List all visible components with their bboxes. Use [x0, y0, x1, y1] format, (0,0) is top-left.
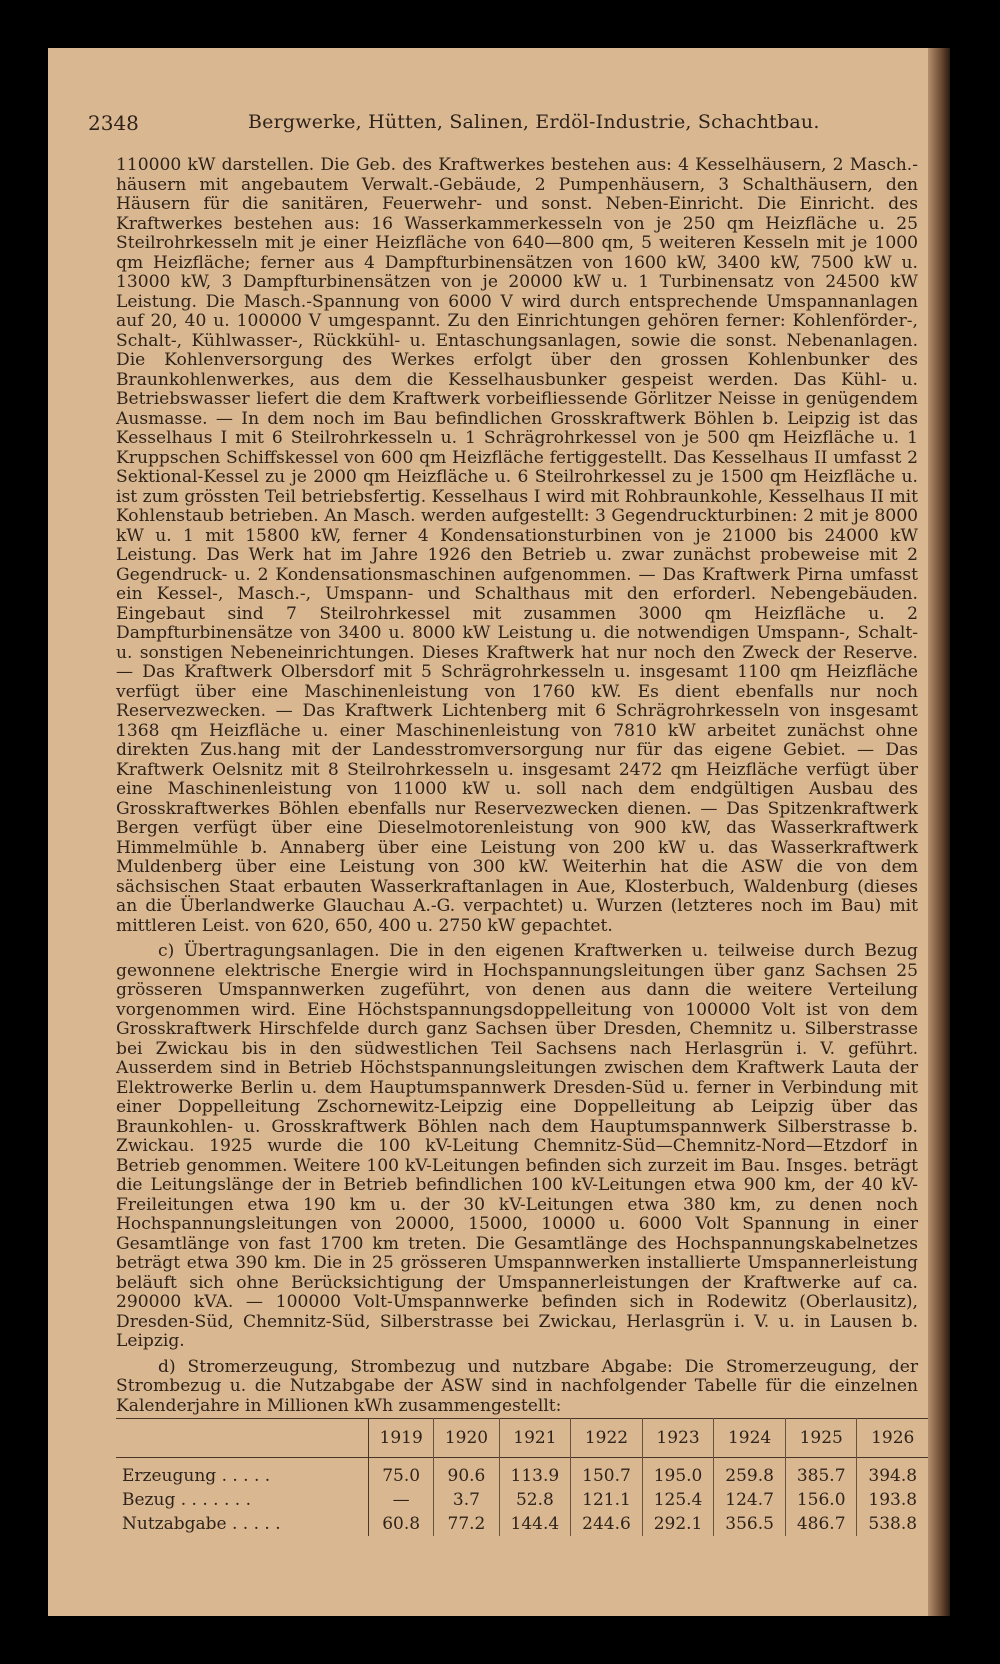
row-label: Nutzabgabe . . . . . [116, 1512, 369, 1536]
table-header-year: 1920 [434, 1419, 499, 1458]
table-cell: 195.0 [642, 1458, 714, 1489]
page-number: 2348 [88, 111, 139, 135]
table-header-year: 1922 [571, 1419, 643, 1458]
table-row [116, 1458, 928, 1489]
table-cell: 292.1 [642, 1512, 714, 1536]
table-cell: 124.7 [714, 1488, 786, 1512]
book-page [48, 48, 950, 1616]
paragraph-transmission: c) Übertragungsanlagen. Die in den eigenen Kraftwerken u. teilweise durch Bezug gewonnene elektrische Energie wird in Hochspannungsleitungen über ganz Sachsen 25 grösseren Umspannwerken zugeführt, von denen aus dann die weitere Verteilung vorgenommen wird. Eine Höchstspannungsdoppelleitung von 100000 Volt ist von dem Grosskraftwerk Hirschfelde durch ganz Sachsen über Dresden, Chemnitz u. Silberstrasse bei Zwickau bis in den südwestlichen Teil Sachsens nach Herlasgrün i. V. geführt. Ausserdem sind in Betrieb Höchstspannungsleitungen zwischen dem Kraftwerk Lauta der Elektrowerke Berlin u. dem Hauptumspannwerk Dresden-Süd u. ferner in Verbindung mit einer Doppelleitung Zschornewitz-Leipzig eine Doppelleitung ab Leipzig über das Braunkohlen- u. Grosskraftwerk Böhlen nach dem Hauptumspannwerk Silberstrasse b. Zwickau. 1925 wurde die 100 kV-Leitung Chemnitz-Süd—Chemnitz-Nord—Etzdorf in Betrieb genommen. Weitere 100 kV-Leitungen befinden sich zurzeit im Bau. Insges. beträgt die Leitungslänge der in Betrieb befindlichen 100 kV-Leitungen etwa 900 km, der 40 kV-Freileitungen etwa 190 km u. der 30 kV-Leitungen etwa 380 km, zu denen noch Hochspannungsleitungen von 20000, 15000, 10000 u. 6000 Volt Spannung in einer Gesamtlänge von fast 1700 km treten. Die Gesamtlänge des Hochspannungskabelnetzes beträgt etwa 390 km. Die in 25 grösseren Umspannwerken installierte Umspannerleistung beläuft sich ohne Berücksichtigung der Umspannerleistungen der Kraftwerke auf ca. 290000 kVA. — 100000 Volt-Umspannwerke befinden sich in Rodewitz (Oberlausitz), Dresden-Süd, Chemnitz-Süd, Silberstrasse bei Zwickau, Herlasgrün i. V. u. in Lausen b. Leipzig. [116, 941, 918, 1351]
running-head: Bergwerke, Hütten, Salinen, Erdöl-Industrie, Schachtbau. [248, 111, 820, 133]
table-cell: 3.7 [434, 1488, 499, 1512]
table-header-year: 1926 [857, 1419, 928, 1458]
table-cell: 486.7 [785, 1512, 857, 1536]
table-header-year: 1924 [714, 1419, 786, 1458]
table-cell: 90.6 [434, 1458, 499, 1489]
table-cell: 394.8 [857, 1458, 928, 1489]
energy-table [116, 1418, 928, 1536]
page-edge-shadow [928, 48, 950, 1616]
table-cell: 125.4 [642, 1488, 714, 1512]
table-cell: 538.8 [857, 1512, 928, 1536]
table-header-row [116, 1419, 928, 1458]
table-cell: 193.8 [857, 1488, 928, 1512]
table-cell: 150.7 [571, 1458, 643, 1489]
table-cell: 52.8 [499, 1488, 571, 1512]
table-header-label [116, 1419, 369, 1458]
row-label: Erzeugung . . . . . [116, 1458, 369, 1489]
table-cell: 113.9 [499, 1458, 571, 1489]
paragraph-generation-intro: d) Stromerzeugung, Strombezug und nutzbare Abgabe: Die Stromerzeugung, der Strombezug u. die Nutzabgabe der ASW sind in nachfolgender Tabelle für die einzelnen Kalenderjahre in Millionen kWh zusammengestellt: [116, 1356, 918, 1416]
table-header-year: 1923 [642, 1419, 714, 1458]
table-cell: 77.2 [434, 1512, 499, 1536]
table-cell: 385.7 [785, 1458, 857, 1489]
table-cell: 156.0 [785, 1488, 857, 1512]
table-cell: 244.6 [571, 1512, 643, 1536]
table-cell: 259.8 [714, 1458, 786, 1489]
body-text [116, 156, 918, 1416]
table-row [116, 1488, 928, 1512]
table-cell: 75.0 [369, 1458, 434, 1489]
table-header-year: 1919 [369, 1419, 434, 1458]
paragraph-power-plants: 110000 kW darstellen. Die Geb. des Kraftwerkes bestehen aus: 4 Kesselhäusern, 2 Masch.-häusern mit angebautem Verwalt.-Gebäude, 2 Pumpenhäusern, 3 Schalthäusern, den Häusern für die sanitären, Feuerwehr- und sonst. Neben-Einricht. Die Einricht. des Kraftwerkes bestehen aus: 16 Wasserkammerkesseln von je 250 qm Heizfläche u. 25 Steilrohrkesseln mit je einer Heizfläche von 640—800 qm, 5 weiteren Kesseln mit je 1000 qm Heizfläche; ferner aus 4 Dampfturbinensätzen von 1600 kW, 3400 kW, 7500 kW u. 13000 kW, 3 Dampfturbinensätzen von je 20000 kW u. 1 Turbinensatz von 24500 kW Leistung. Die Masch.-Spannung von 6000 V wird durch entsprechende Umspannanlagen auf 20, 40 u. 100000 V umgespannt. Zu den Einrichtungen gehören ferner: Kohlenförder-, Schalt-, Kühlwasser-, Rückkühl- u. Entaschungsanlagen, sowie die sonst. Nebenanlagen. Die Kohlenversorgung des Werkes erfolgt über den grossen Kohlenbunker des Braunkohlenwerkes, aus dem die Kesselhausbunker gespeist werden. Das Kühl- u. Betriebswasser liefert die dem Kraftwerk vorbeifliessende Görlitzer Neisse in genügendem Ausmasse. — In dem noch im Bau befindlichen Grosskraftwerk Böhlen b. Leipzig ist das Kesselhaus I mit 6 Steilrohrkesseln u. 1 Schrägrohrkessel von je 500 qm Heizfläche u. 1 Kruppschen Schiffskessel von 600 qm Heizfläche fertiggestellt. Das Kesselhaus II umfasst 2 Sektional-Kessel zu je 2000 qm Heizfläche u. 6 Steilrohrkessel zu je 1500 qm Heizfläche u. ist zum grössten Teil betriebsfertig. Kesselhaus I wird mit Rohbraunkohle, Kesselhaus II mit Kohlenstaub betrieben. An Masch. werden aufgestellt: 3 Gegendruckturbinen: 2 mit je 8000 kW u. 1 mit 15800 kW, ferner 4 Kondensationsturbinen von je 21000 bis 24000 kW Leistung. Das Werk hat im Jahre 1926 den Betrieb u. zwar zunächst probeweise mit 2 Gegendruck- u. 2 Kondensationsmaschinen aufgenommen. — Das Kraftwerk Pirna umfasst ein Kessel-, Masch.-, Umspann- und Schalthaus mit den erforderl. Nebengebäuden. Eingebaut sind 7 Steilrohrkessel mit zusammen 3000 qm Heizfläche u. 2 Dampfturbinensätze von 3400 u. 8000 kW Leistung u. die notwendigen Umspann-, Schalt- u. sonstigen Nebeneinrichtungen. Dieses Kraftwerk hat nur noch den Zweck der Reserve. — Das Kraftwerk Olbersdorf mit 5 Schrägrohrkesseln u. insgesamt 1100 qm Heizfläche verfügt über eine Maschinenleistung von 1760 kW. Es dient ebenfalls nur noch Reservezwecken. — Das Kraftwerk Lichtenberg mit 6 Schrägrohrkesseln von insgesamt 1368 qm Heizfläche u. einer Maschinenleistung von 7810 kW arbeitet zunächst ohne direkten Zus.hang mit der Landesstromversorgung nur für das eigene Gebiet. — Das Kraftwerk Oelsnitz mit 8 Steilrohrkesseln u. insgesamt 2472 qm Heizfläche verfügt über eine Maschinenleistung von 11000 kW u. soll nach dem endgültigen Ausbau des Grosskraftwerkes Böhlen ebenfalls nur Reservezwecken dienen. — Das Spitzenkraftwerk Bergen verfügt über eine Dieselmotorenleistung von 900 kW, das Wasserkraftwerk Himmelmühle b. Annaberg über eine Leistung von 200 kW u. das Wasserkraftwerk Muldenberg über eine Leistung von 300 kW. Weiterhin hat die ASW die von dem sächsischen Staat erbauten Wasserkraftanlagen in Aue, Klosterbuch, Waldenburg (dieses an die Überlandwerke Glauchau A.-G. verpachtet) u. Wurzen (letzteres noch im Bau) mit mittleren Leist. von 620, 650, 400 u. 2750 kW gepachtet. [116, 155, 918, 936]
row-label: Bezug . . . . . . . [116, 1488, 369, 1512]
table-cell: 121.1 [571, 1488, 643, 1512]
table-cell: — [369, 1488, 434, 1512]
table-cell: 144.4 [499, 1512, 571, 1536]
table-header-year: 1921 [499, 1419, 571, 1458]
table-row [116, 1512, 928, 1536]
table-cell: 356.5 [714, 1512, 786, 1536]
table-cell: 60.8 [369, 1512, 434, 1536]
table-header-year: 1925 [785, 1419, 857, 1458]
